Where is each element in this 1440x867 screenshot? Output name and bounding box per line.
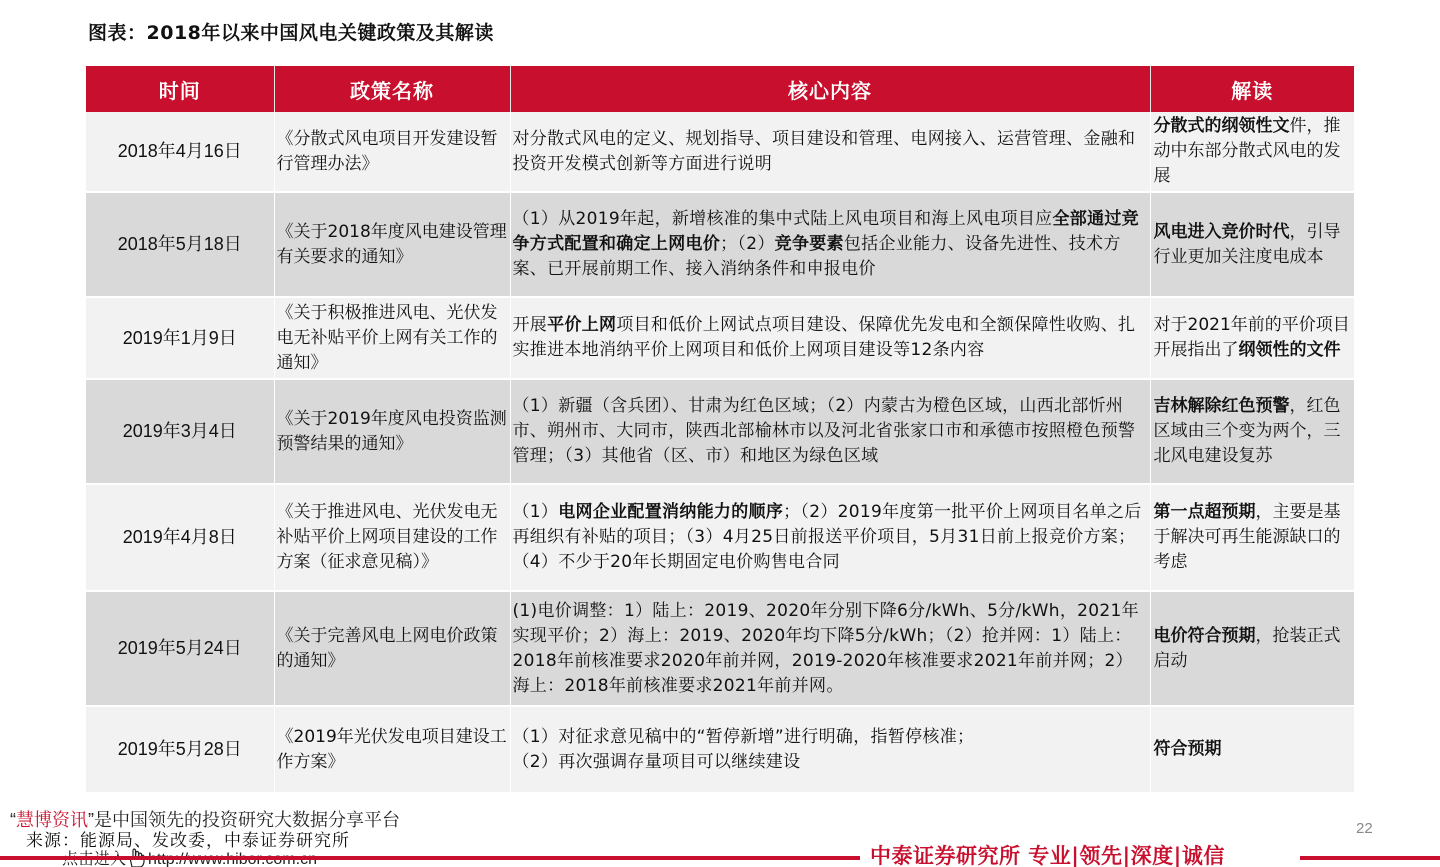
- cell-interpretation: [1150, 591, 1354, 706]
- cell-date: 2019年1月9日: [86, 297, 274, 379]
- table-row: [86, 192, 1354, 297]
- cell-core-content: [510, 591, 1150, 706]
- cell-policy-name: 《2019年光伏发电项目建设工作方案》: [274, 706, 510, 793]
- footer-brand-line: 中泰证券研究所 专业|领先|深度|诚信: [870, 844, 1225, 867]
- watermark-brand: 慧博资讯: [16, 810, 88, 830]
- cell-interpretation: [1150, 484, 1354, 591]
- table-row: [86, 706, 1354, 793]
- text: （1）新疆（含兵团）、甘肃为红色区域；（2）内蒙古为橙色区域，山西北部忻州市、朔州市、大同市，陕西北部榆林市以及河北省张家口市和承德市按照橙色预警管理；（3）其他省（区、市）和地区为绿色区域: [512, 396, 1136, 466]
- text: ；（2）2019年度第一批平价上网项目名单之后再组织有补贴的项目；（3）4月25日前报送平价项目，5月31日前上报竞价方案；（4）不少于20年长期固定电价购售电合同: [512, 502, 1142, 572]
- header-policy-name: 政策名称: [274, 66, 510, 112]
- text: （1）对征求意见稿中的“暂停新增”进行明确，指暂停核准；: [512, 726, 975, 747]
- watermark-text: “慧博资讯”是中国领先的投资研究大数据分享平台: [10, 810, 400, 830]
- cell-policy-name: 《关于2018年度风电建设管理有关要求的通知》: [274, 192, 510, 297]
- text: 件，推动中东部分散式风电的发展: [1153, 116, 1341, 186]
- text: (1)电价调整：1）陆上：2019、2020年分别下降6分/kWh、5分/kWh，2021年实现平价；2）海上：2019、2020年均下降5分/kWh；（2）抢并网：1）陆上：2018年前核准要求2020年前并网，2019-2020年核准要求2021年前并网；2）海上：2018年前核准要求2021年前并网。: [512, 600, 1139, 696]
- cell-policy-name: 《关于完善风电上网电价政策的通知》: [274, 591, 510, 706]
- cell-date: 2018年5月18日: [86, 192, 274, 297]
- bold-text: 风电进入竞价时代: [1153, 221, 1290, 242]
- cell-core-content: [510, 706, 1150, 793]
- text: 包括企业能力、设备先进性、技术方案、已开展前期工作、接入消纳条件和申报电价: [512, 234, 1121, 279]
- bold-text: 平价上网: [547, 315, 617, 335]
- cell-core-content: [510, 192, 1150, 297]
- bold-text: 吉林解除红色预警: [1153, 396, 1290, 416]
- text: 对分散式风电的定义、规划指导、项目建设和管理、电网接入、运营管理、金融和投资开发模式创新等方面进行说明: [512, 128, 1136, 174]
- source-note: 来源：能源局、发改委，中泰证券研究所: [26, 831, 350, 851]
- cell-policy-name: 《关于积极推进风电、光伏发电无补贴平价上网有关工作的通知》: [274, 297, 510, 379]
- page-number: 22: [1356, 820, 1373, 837]
- bold-text: 分散式的纲领性文: [1153, 116, 1290, 136]
- cell-date: 2018年4月16日: [86, 112, 274, 192]
- cell-date: 2019年5月24日: [86, 591, 274, 706]
- bold-text: 电价符合预期: [1153, 625, 1256, 646]
- cell-core-content: [510, 112, 1150, 192]
- table-row: [86, 297, 1354, 379]
- header-core-content: 核心内容: [510, 66, 1150, 112]
- cell-interpretation: [1150, 706, 1354, 793]
- bold-text: 电网企业配置消纳能力的顺序: [558, 502, 784, 522]
- cell-core-content: [510, 297, 1150, 379]
- text: （1）从2019年起，新增核准的集中式陆上风电项目和海上风电项目应: [512, 209, 1053, 229]
- cell-policy-name: 《关于2019年度风电投资监测预警结果的通知》: [274, 379, 510, 484]
- text: ，红色区域由三个变为两个，三北风电建设复苏: [1153, 396, 1341, 466]
- cell-interpretation: [1150, 297, 1354, 379]
- bold-text: 纲领性的文件: [1238, 340, 1341, 360]
- text: 项目和低价上网试点项目建设、保障优先发电和全额保障性收购、扎实推进本地消纳平价上网项目和低价上网项目建设等12条内容: [512, 315, 1136, 360]
- text: ，主要是基于解决可再生能源缺口的考虑: [1153, 502, 1341, 572]
- text: （1）: [512, 502, 559, 522]
- text: ，引导行业更加关注度电成本: [1153, 221, 1341, 267]
- bold-text: 竞争要素: [774, 234, 844, 254]
- cell-interpretation: [1150, 192, 1354, 297]
- table-row: [86, 484, 1354, 591]
- cell-policy-name: 《分散式风电项目开发建设暂行管理办法》: [274, 112, 510, 192]
- cell-date: 2019年3月4日: [86, 379, 274, 484]
- text: 对于2021年前的平价项目开展指出了: [1153, 315, 1350, 360]
- cell-date: 2019年5月28日: [86, 706, 274, 793]
- page-title: 图表：2018年以来中国风电关键政策及其解读: [88, 22, 494, 44]
- bold-text: 全部通过竞争方式配置和确定上网电价: [512, 209, 1139, 254]
- cell-interpretation: [1150, 379, 1354, 484]
- text: ，抢装正式启动: [1153, 625, 1341, 671]
- cell-core-content: [510, 484, 1150, 591]
- table-row: [86, 112, 1354, 192]
- cell-date: 2019年4月8日: [86, 484, 274, 591]
- text: （2）再次强调存量项目可以继续建设: [512, 751, 801, 772]
- bold-text: 符合预期: [1153, 739, 1222, 759]
- policy-table: [86, 66, 1354, 794]
- table-header-row: [86, 66, 1354, 112]
- text: ；（2）: [720, 234, 775, 254]
- table-row: [86, 591, 1354, 706]
- cell-interpretation: [1150, 112, 1354, 192]
- table-body: [86, 112, 1354, 793]
- header-interpretation: 解读: [1150, 66, 1354, 112]
- table-row: [86, 379, 1354, 484]
- text: 开展: [512, 315, 548, 335]
- bold-text: 第一点超预期: [1153, 502, 1256, 522]
- cell-core-content: [510, 379, 1150, 484]
- cell-policy-name: 《关于推进风电、光伏发电无补贴平价上网项目建设的工作方案（征求意见稿）》: [274, 484, 510, 591]
- header-time: 时间: [86, 66, 274, 112]
